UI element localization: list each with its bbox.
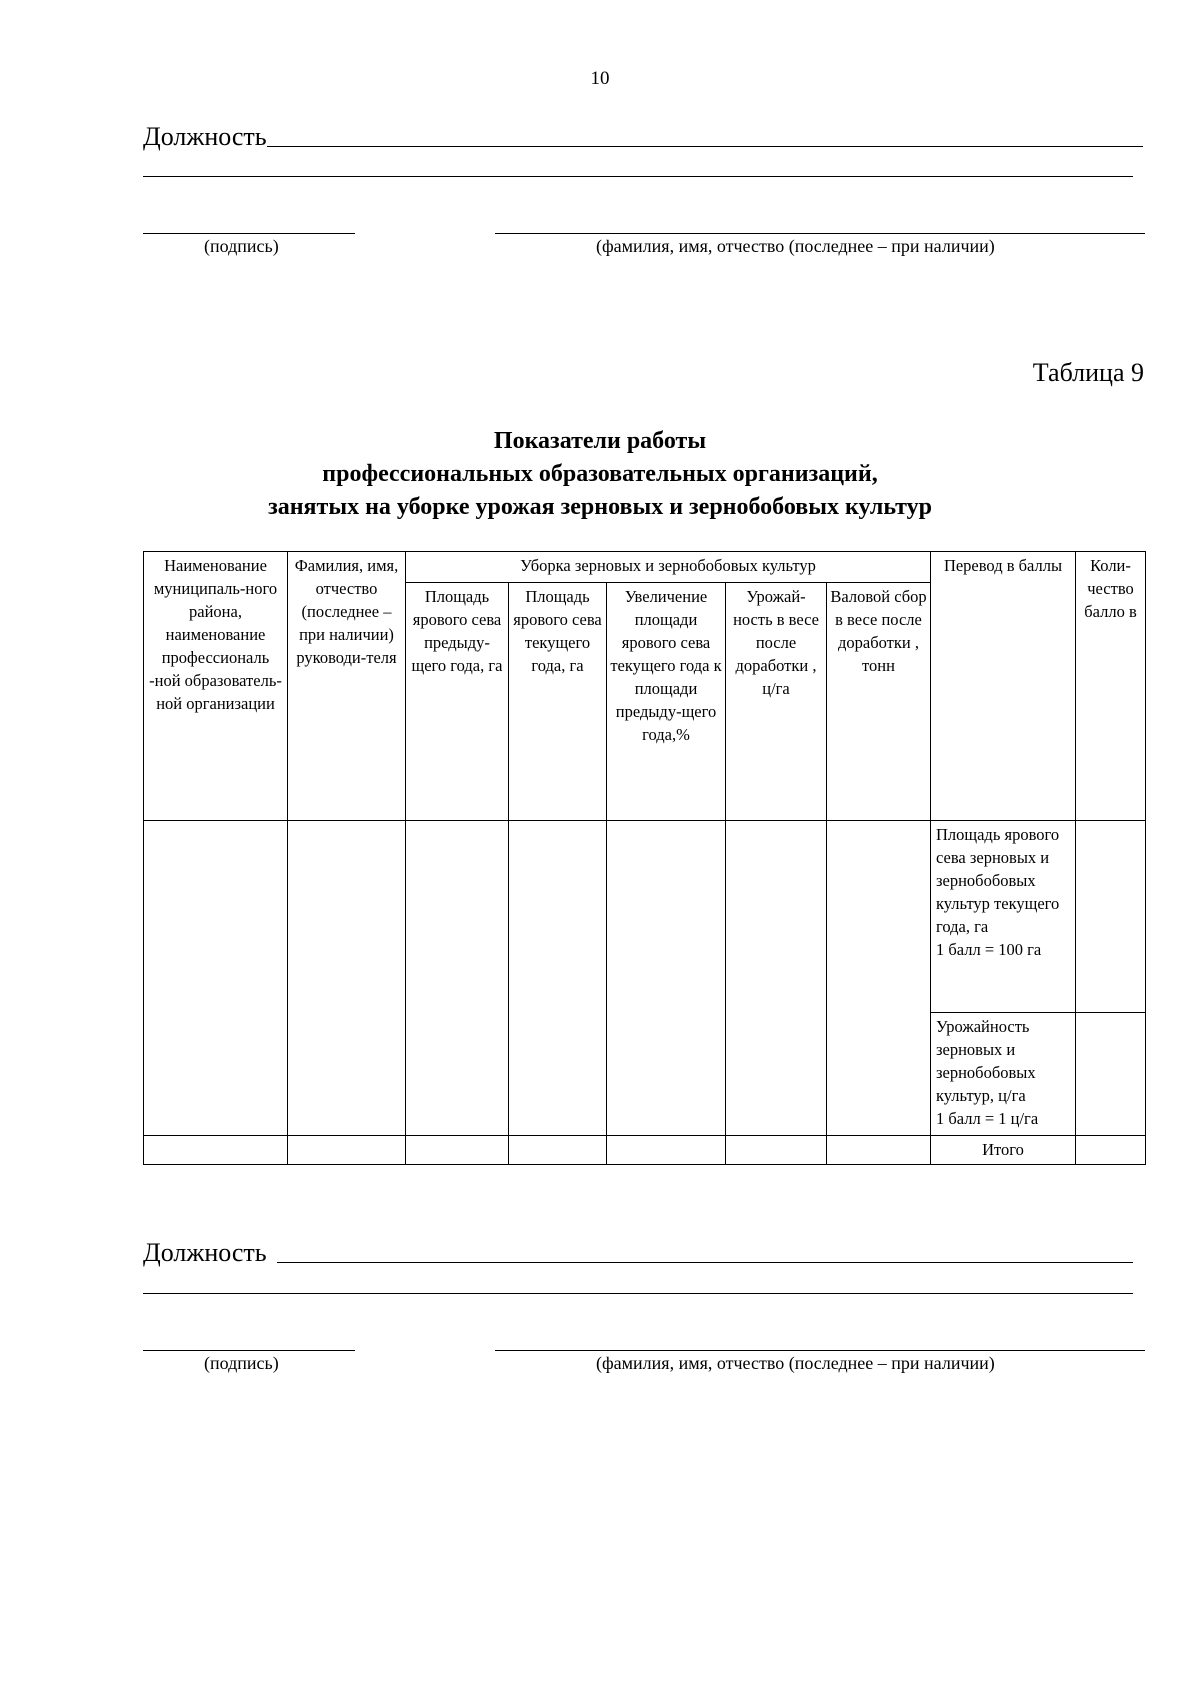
position-line[interactable] (267, 146, 1143, 147)
data-cell[interactable] (406, 821, 509, 1136)
position-field-top (143, 117, 1143, 151)
position-line-second[interactable] (143, 1293, 1133, 1294)
data-cell[interactable] (827, 821, 931, 1136)
position-label: Должность (143, 1238, 267, 1267)
total-row-cell[interactable] (827, 1136, 931, 1165)
total-row-cell[interactable] (144, 1136, 288, 1165)
name-caption: (фамилия, имя, отчество (последнее – при наличии) (596, 236, 995, 256)
header-points: Перевод в баллы (931, 552, 1076, 821)
title-line-2: профессиональных образовательных организаций, (322, 461, 878, 487)
total-count[interactable] (1076, 1136, 1146, 1165)
header-points-count: Коли-чество балло в (1076, 552, 1146, 821)
signature-caption: (подпись) (204, 236, 279, 256)
header-gross-harvest: Валовой сбор в весе после доработки , тонн (827, 583, 931, 821)
table-title (0, 425, 1200, 524)
header-district-org: Наименование муниципаль-ного района, наименование профессиональ -ной образователь-ной организации (144, 552, 288, 821)
position-line-second[interactable] (143, 176, 1133, 177)
signature-line[interactable] (143, 233, 355, 234)
page-number: 10 (590, 68, 610, 89)
header-harvest-group: Уборка зерновых и зернобобовых культур (406, 552, 931, 583)
data-cell[interactable] (288, 821, 406, 1136)
points-area-count[interactable] (1076, 821, 1146, 1013)
points-yield-cell (931, 1013, 1076, 1136)
total-label: Итого (931, 1136, 1076, 1165)
header-prev-area: Площадь ярового сева предыду-щего года, га (406, 583, 509, 821)
title-line-1: Показатели работы (493, 428, 707, 454)
total-row-cell[interactable] (509, 1136, 607, 1165)
points-yield-rule: 1 балл = 1 ц/га (936, 1109, 1039, 1128)
total-row-cell[interactable] (406, 1136, 509, 1165)
total-row-cell[interactable] (726, 1136, 827, 1165)
name-line[interactable] (495, 233, 1145, 234)
name-line[interactable] (495, 1350, 1145, 1351)
table-label: Таблица 9 (1032, 358, 1144, 387)
header-cur-area: Площадь ярового сева текущего года, га (509, 583, 607, 821)
points-area-label: Площадь ярового сева зерновых и зернобобовых культур текущего года, га (936, 825, 1060, 936)
header-head-name: Фамилия, имя, отчество (последнее –при наличии) руководи-теля (288, 552, 406, 821)
data-cell[interactable] (509, 821, 607, 1136)
signature-caption: (подпись) (204, 1353, 279, 1373)
position-field-bottom (143, 1233, 1133, 1267)
points-area-rule: 1 балл = 100 га (936, 940, 1042, 959)
total-row-cell[interactable] (288, 1136, 406, 1165)
position-label: Должность (143, 122, 267, 151)
header-yield: Урожай-ность в весе после доработки , ц/га (726, 583, 827, 821)
points-area-cell (931, 821, 1076, 1013)
title-line-3: занятых на уборке урожая зерновых и зернобобовых культур (268, 494, 932, 520)
header-area-increase: Увеличение площади ярового сева текущего года к площади предыду-щего года,% (607, 583, 726, 821)
total-row-cell[interactable] (607, 1136, 726, 1165)
points-yield-count[interactable] (1076, 1013, 1146, 1136)
data-cell[interactable] (607, 821, 726, 1136)
indicators-table (143, 551, 1146, 1165)
signature-line[interactable] (143, 1350, 355, 1351)
data-cell[interactable] (144, 821, 288, 1136)
points-yield-label: Урожайность зерновых и зернобобовых культур, ц/га (936, 1017, 1036, 1105)
name-caption: (фамилия, имя, отчество (последнее – при наличии) (596, 1353, 995, 1373)
position-line[interactable] (277, 1262, 1133, 1263)
data-cell[interactable] (726, 821, 827, 1136)
